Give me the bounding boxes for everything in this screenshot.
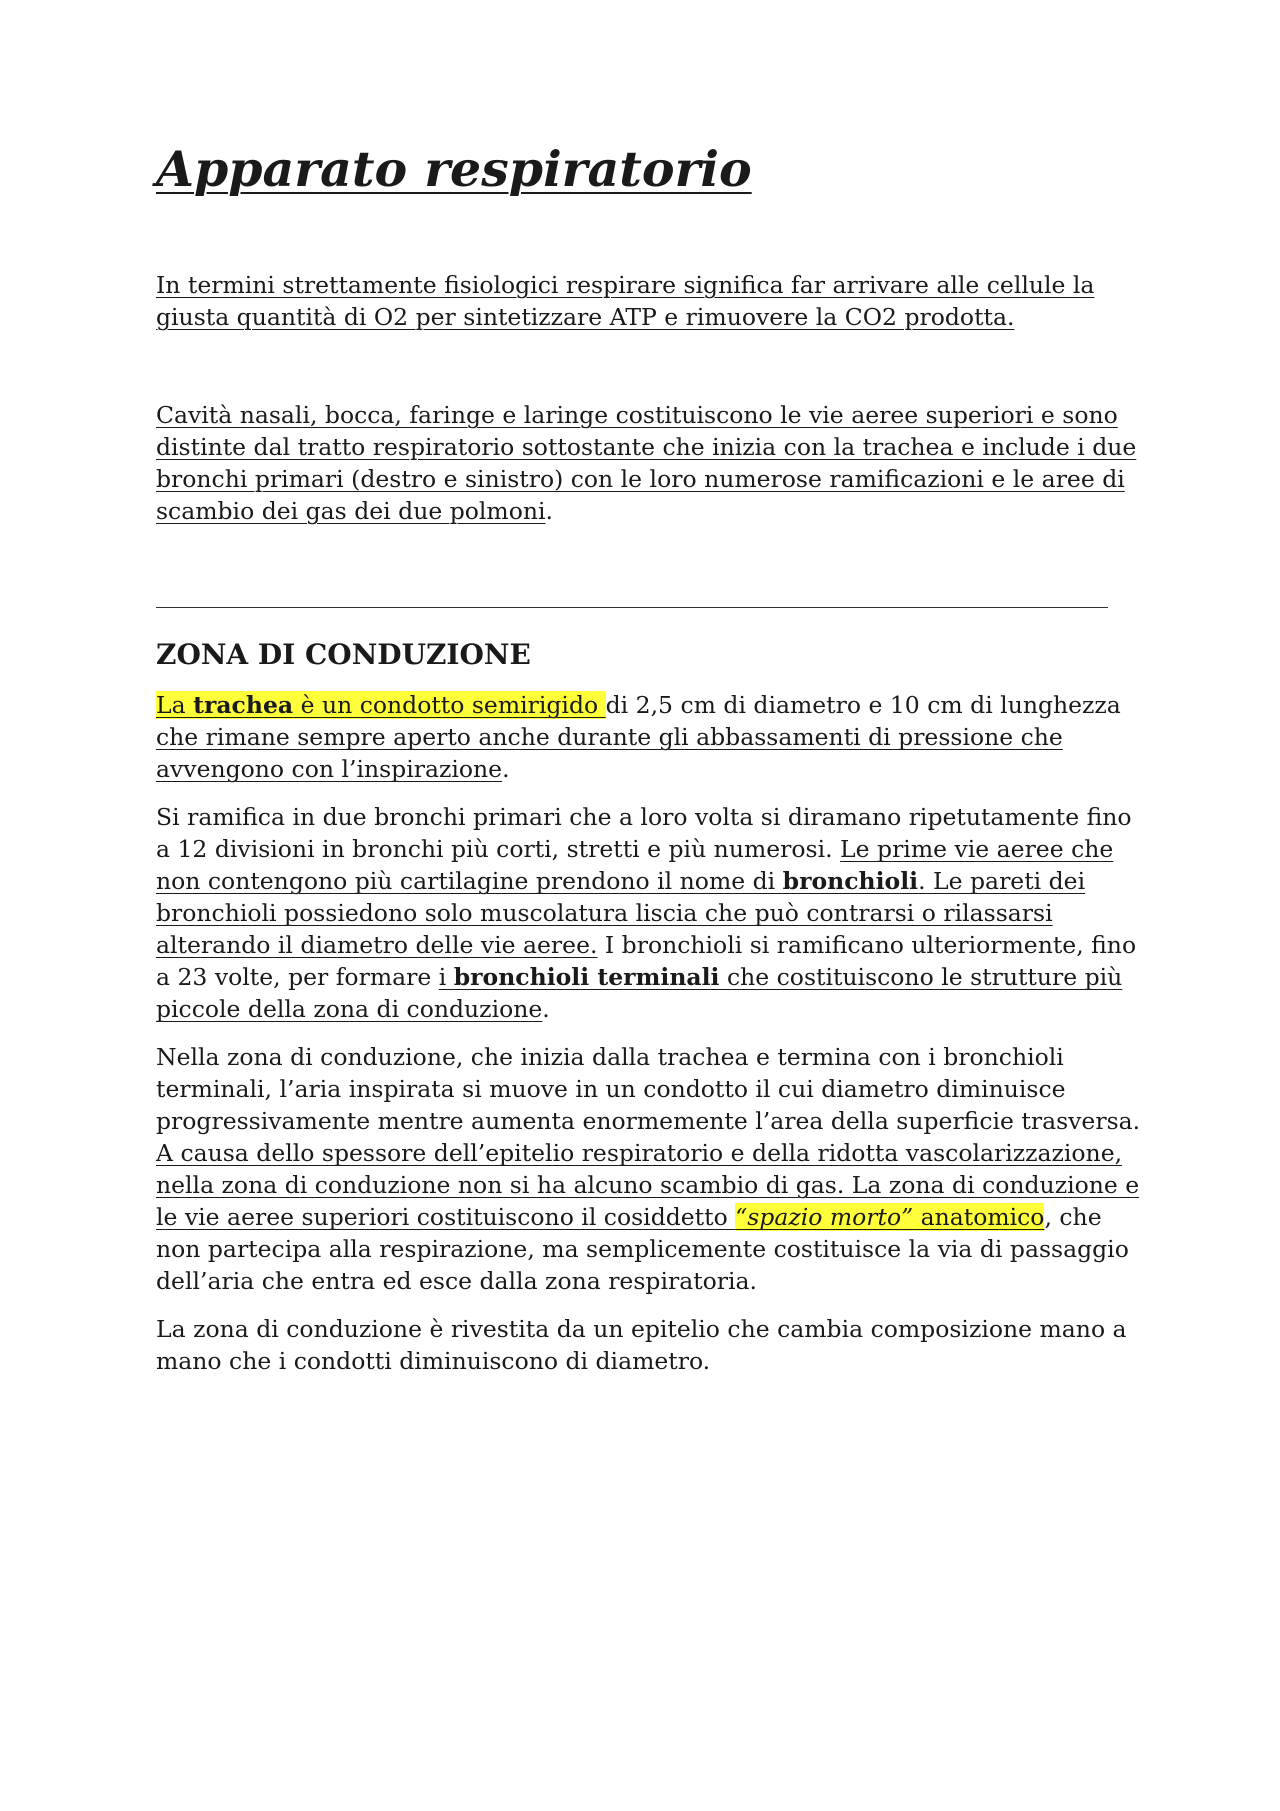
trachea-end: . [502, 755, 510, 784]
bronchi-paragraph [156, 801, 1146, 1025]
intro-paragraph [156, 269, 1146, 333]
horizontal-divider [156, 607, 1108, 608]
bronchi-d: Le pareti dei bronchioli possiedono solo muscolatura liscia che può contrarsi o rilassarsi alterando il diametro delle vie aeree. [156, 867, 1086, 960]
conduzione-a: Nella zona di conduzione, che inizia dalla trachea e termina con i bronchioli terminali, l’aria inspirata si muove in un condotto il cui diametro diminuisce progressivamente mentre aumenta enormemente l’area della superficie trasversa. [156, 1043, 1141, 1136]
bronchi-b: Le prime vie aeree che non contengono più cartilagine prendono il nome di [156, 835, 1114, 896]
trachea-resto: che rimane sempre aperto anche durante gli abbassamenti di pressione che avvengono con l’inspirazione [156, 723, 1063, 784]
bronchi-e: I bronchioli si ramificano ulteriormente, fino a 23 volte, per formare [156, 931, 1137, 992]
trachea-la: La [156, 691, 194, 720]
vie-aeree-paragraph [156, 399, 1146, 527]
conduzione-paragraph [156, 1041, 1146, 1297]
trachea-term: trachea [193, 691, 294, 720]
vie-aeree-end: . [545, 496, 553, 525]
trachea-condotto: è un condotto semirigido [293, 691, 606, 720]
anatomico-term: anatomico [913, 1203, 1045, 1232]
bronchi-c: . [918, 867, 926, 896]
section-heading: ZONA DI CONDUZIONE [156, 637, 531, 671]
conduzione-c: , che non partecipa alla respirazione, ma semplicemente costituisce la via di passaggio dell’aria che entra ed esce dalla zona respiratoria. [156, 1203, 1129, 1296]
bronchi-g: che costituiscono le strutture più piccole della zona di conduzione [156, 963, 1123, 1024]
epitelio-paragraph: La zona di conduzione è rivestita da un epitelio che cambia composizione mano a mano che i condotti diminuiscono di diametro. [156, 1315, 1127, 1376]
bronchioli-term: bronchioli [782, 867, 919, 896]
intro-text: In termini strettamente fisiologici respirare significa far arrivare alle cellule la giusta quantità di O2 per sintetizzare ATP e rimuovere la CO2 prodotta. [156, 270, 1095, 331]
page-title: Apparato respiratorio [156, 140, 752, 198]
conduzione-b: A causa dello spessore dell’epitelio respiratorio e della ridotta vascolarizzazione, nella zona di conduzione non si ha alcuno scambio di gas. La zona di conduzione e le vie aeree superiori costituiscono il cosiddetto [156, 1139, 1140, 1232]
bronchioli-terminali-term: bronchioli terminali [453, 963, 720, 992]
document-page [156, 140, 1146, 1377]
vie-aeree-text: Cavità nasali, bocca, faringe e laringe costituiscono le vie aeree superiori e sono distinte dal tratto respiratorio sottostante che inizia con la trachea e include i due bronchi primari (destro e sinistro) con le loro numerose ramificazioni e le aree di scambio dei gas dei due polmoni [156, 400, 1137, 525]
bronchi-f: i [438, 963, 454, 992]
spazio-morto-term: “spazio morto” [735, 1203, 914, 1232]
bronchi-a: Si ramifica in due bronchi primari che a loro volta si diramano ripetutamente fino a 12 divisioni in bronchi più corti, stretti e più numerosi. [156, 803, 1132, 864]
trachea-paragraph [156, 689, 1146, 785]
trachea-diametro: di 2,5 cm di diametro e 10 cm di lunghezza [605, 691, 1121, 720]
bronchi-end: . [542, 995, 550, 1024]
